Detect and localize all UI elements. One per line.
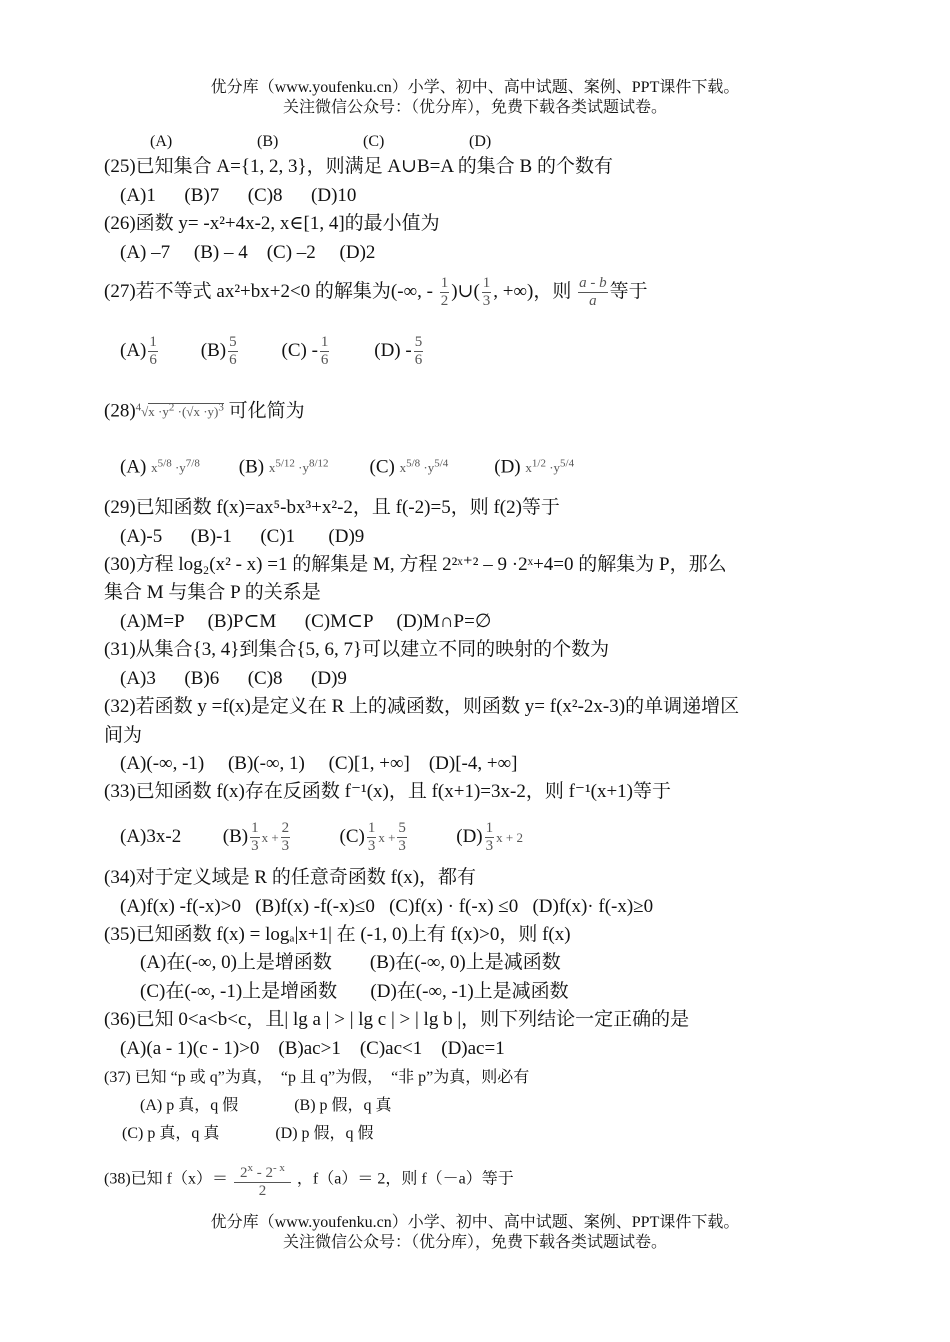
fraction: $\frac{2^x - 2^{- x}}{2}$ [234, 1160, 291, 1200]
q27-mid: )∪( [451, 280, 480, 302]
q27-options [120, 334, 425, 369]
q28-options [120, 452, 574, 480]
q35-options-1: (A)在(-∞, 0)上是增函数 (B)在(-∞, 0)上是减函数 [140, 952, 561, 973]
q33-option-a: (A)3x-2 [120, 825, 182, 847]
q33-option-b: (B) $\frac{1}{3}$ x + $\frac{2}{3}$ [222, 820, 290, 854]
q37-options-1: (A) p 真，q 假 (B) p 假，q 真 [140, 1097, 392, 1114]
q27-option-d: (D) - $\frac{5}{6}$ [374, 334, 423, 368]
q32-stem-2: 间为 [104, 725, 143, 746]
q31-options: (A)3 (B)6 (C)8 (D)9 [120, 668, 347, 689]
q33-stem: (33)已知函数 f(x)存在反函数 f⁻¹(x)，且 f(x+1)=3x-2，则 f⁻¹(x+1)等于 [104, 781, 672, 802]
option-b: (B) [257, 133, 279, 150]
q38-post: ，f（a）＝ 2，则 f（－a）等于 [296, 1170, 514, 1188]
q37-options-2: (C) p 真，q 真 (D) p 假，q 假 [122, 1125, 374, 1142]
q30-stem-2: 集合 M 与集合 P 的关系是 [104, 582, 321, 603]
fraction: $\frac{1}{3}$ [482, 275, 491, 309]
q38-stem [104, 1160, 514, 1200]
header-line-1: 优分库（www.youfenku.cn）小学、初中、高中试题、案例、PPT课件下载。 [210, 79, 740, 96]
radical-expression: $^4√x \cdot y^2 \cdot(√x \cdot y)^3$ [135, 402, 224, 420]
q32-stem-1: (32)若函数 y =f(x)是定义在 R 上的减函数，则函数 y= f(x²-2x-3)的单调递增区 [104, 696, 740, 717]
q29-stem: (29)已知函数 f(x)=ax⁵-bx³+x²-2，且 f(-2)=5，则 f(2)等于 [104, 497, 560, 518]
q27-option-c: (C) - $\frac{1}{6}$ [281, 334, 329, 368]
q28-option-c: (C) $x^{5/8} \cdot y^{5/4}$ [369, 456, 449, 478]
q25-stem: (25)已知集合 A={1, 2, 3}，则满足 A∪B=A 的集合 B 的个数有 [104, 156, 613, 177]
fraction: $\frac{a - b}{a}$ [579, 275, 607, 309]
q25-options: (A)1 (B)7 (C)8 (D)10 [120, 185, 357, 206]
q27-end: 等于 [609, 280, 648, 302]
q27-pre: (27)若不等式 ax²+bx+2<0 的解集为(-∞, - [104, 280, 433, 302]
q38-pre: (38)已知 f（x）＝ [104, 1170, 228, 1188]
footer-line-2: 关注微信公众号：（优分库），免费下载各类试题试卷。 [282, 1234, 667, 1251]
q33-option-c: (C) $\frac{1}{3}$ x + $\frac{5}{3}$ [339, 820, 406, 854]
footer-line-1: 优分库（www.youfenku.cn）小学、初中、高中试题、案例、PPT课件下载。 [210, 1214, 740, 1231]
q37-stem: (37) 已知 “p 或 q”为真， “p 且 q”为假， “非 p”为真，则必有 [104, 1069, 530, 1086]
q30-options: (A)M=P (B)P⊂M (C)M⊂P (D)M∩P=∅ [120, 611, 492, 632]
q35-stem: (35)已知函数 f(x) = logₐ|x+1| 在 (-1, 0)上有 f(x)>0，则 f(x) [104, 924, 571, 945]
q29-options: (A)-5 (B)-1 (C)1 (D)9 [120, 526, 365, 547]
q28-option-b: (B) $x^{5/12} \cdot y^{8/12}$ [238, 456, 329, 478]
q33-options [120, 820, 523, 855]
q35-options-2: (C)在(-∞, -1)上是增函数 (D)在(-∞, -1)上是减函数 [140, 981, 569, 1002]
q36-options: (A)(a - 1)(c - 1)>0 (B)ac>1 (C)ac<1 (D)ac=1 [120, 1038, 505, 1059]
fraction: $\frac{1}{2}$ [440, 275, 449, 309]
q27-post: , +∞)，则 [493, 280, 572, 302]
prev-question-options [150, 130, 491, 154]
q28-option-d: (D) $x^{1/2} \cdot y^{5/4}$ [494, 456, 575, 478]
q34-options: (A)f(x) -f(-x)>0 (B)f(x) -f(-x)≤0 (C)f(x) · f(-x) ≤0 (D)f(x)· f(-x)≥0 [120, 896, 654, 917]
option-a: (A) [150, 133, 173, 150]
q28-post: 可化简为 [228, 400, 305, 422]
q28-stem [104, 396, 305, 424]
q28-pre: (28) [104, 400, 136, 422]
q30-stem-1: (30)方程 log₂(x² - x) =1 的解集是 M, 方程 2²ˣ⁺² – 9 ·2ˣ+4=0 的解集为 P，那么 [104, 554, 727, 575]
q27-stem [104, 275, 648, 310]
q36-stem: (36)已知 0<a<b<c，且| lg a | > | lg c | > | lg b |，则下列结论一定正确的是 [104, 1009, 690, 1030]
q26-stem: (26)函数 y= -x²+4x-2, x∈[1, 4]的最小值为 [104, 213, 440, 234]
q31-stem: (31)从集合{3, 4}到集合{5, 6, 7}可以建立不同的映射的个数为 [104, 639, 610, 660]
q28-option-a: (A) $x^{5/8} \cdot y^{7/8}$ [120, 456, 200, 478]
q27-option-a: (A) $\frac{1}{6}$ [120, 334, 157, 368]
q26-options: (A) –7 (B) – 4 (C) –2 (D)2 [120, 242, 376, 263]
q34-stem: (34)对于定义域是 R 的任意奇函数 f(x)，都有 [104, 867, 477, 888]
q32-options: (A)(-∞, -1) (B)(-∞, 1) (C)[1, +∞] (D)[-4, +∞] [120, 753, 518, 774]
header-line-2: 关注微信公众号：（优分库），免费下载各类试题试卷。 [282, 99, 667, 116]
option-c: (C) [363, 133, 385, 150]
q33-option-d: (D) $\frac{1}{3}$ x + 2 [456, 820, 523, 854]
q27-option-b: (B) $\frac{5}{6}$ [200, 334, 237, 368]
option-d: (D) [469, 133, 492, 150]
